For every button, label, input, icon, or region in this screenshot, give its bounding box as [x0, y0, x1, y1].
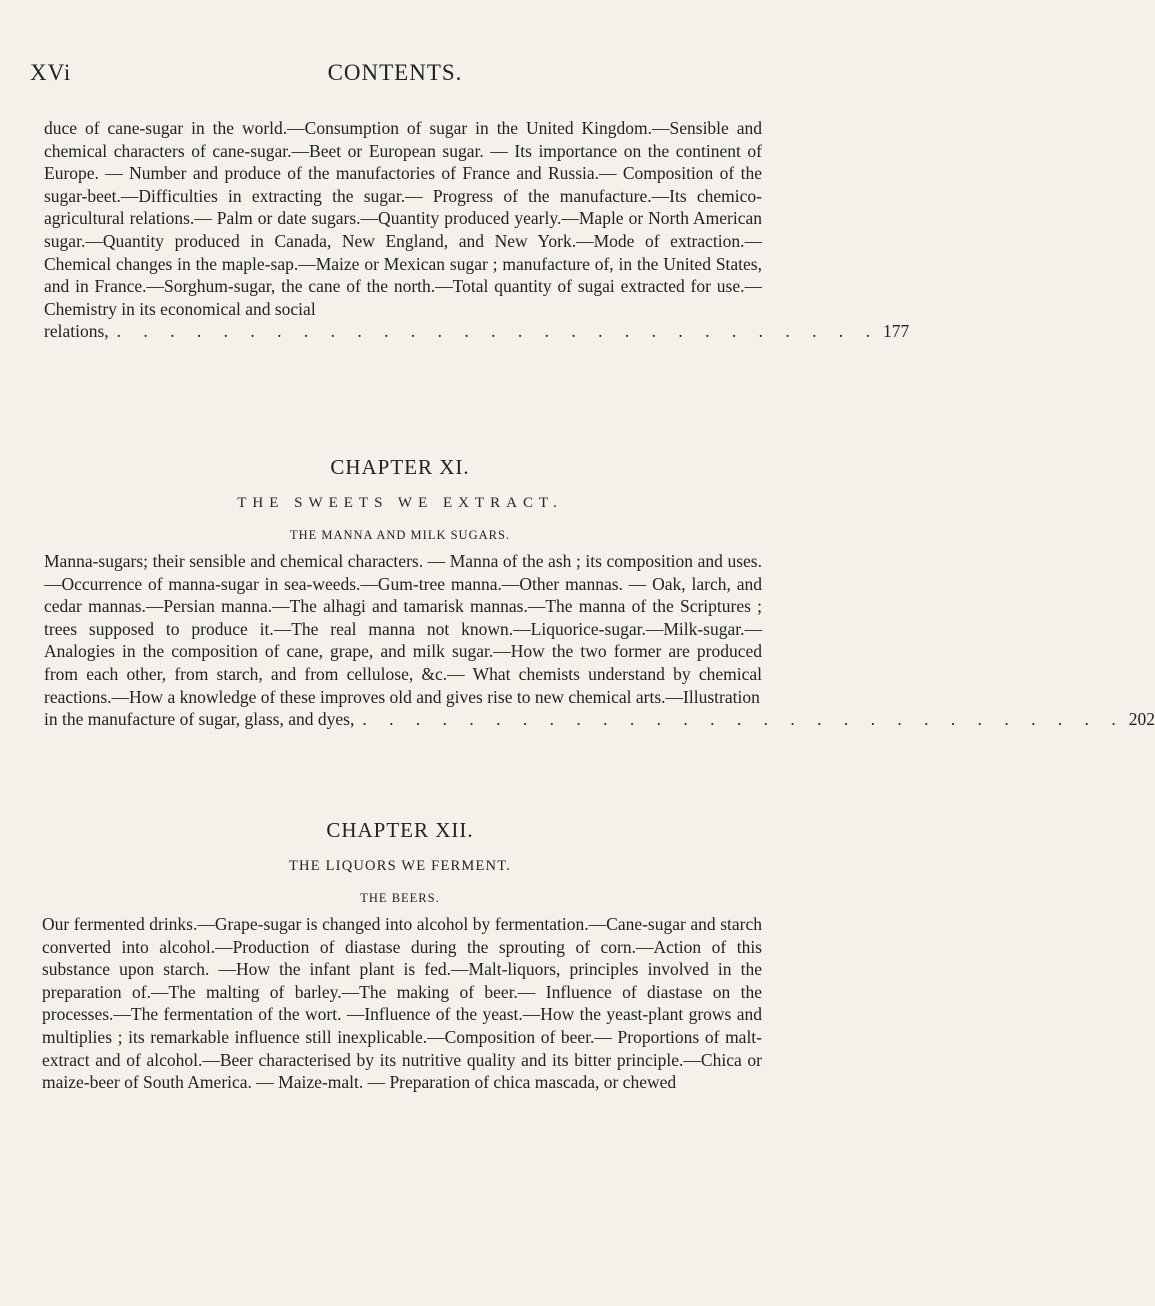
entry-last-line: in the manufacture of sugar, glass, and dyes, [44, 709, 355, 730]
toc-entry-chapter-11 [44, 550, 1155, 731]
chapter-title: THE SWEETS WE EXTRACT. [237, 495, 563, 511]
entry-page-number: 177 [883, 321, 910, 342]
dot-leader: . . . . . . . . . . . . . . . . . . . . . . . . . . . . . [116, 321, 880, 342]
toc-entry-continuation [44, 117, 910, 343]
toc-entry-chapter-12 [42, 913, 762, 1094]
running-head [30, 60, 760, 90]
page-number: XVi [30, 60, 72, 85]
chapter-heading: CHAPTER XII. [326, 818, 474, 842]
leader-line [44, 320, 910, 343]
chapter-subtitle: THE BEERS. [360, 891, 440, 905]
running-title: CONTENTS. [327, 60, 463, 85]
entry-last-line: relations, [44, 321, 109, 342]
leader-line [44, 708, 1155, 731]
entry-page-number: 202 [1128, 709, 1155, 730]
entry-description: duce of cane-sugar in the world.—Consumption of sugar in the United Kingdom.—Sensible and chemical characters of cane-sugar.—Beet or European sugar. — Its importance on the continent of Europe. — Number and produce of the manufactories of France and Russia.— Composition of the sugar-beet.—Difficulties in extracting the sugar.— Progress of the manufacture.—Its chemico-agricultural relations.— Palm or date sugars.—Quantity produced yearly.—Maple or North American sugar.—Quantity produced in Canada, New England, and New York.—Mode of extraction.—Chemical changes in the maple-sap.—Maize or Mexican sugar ; manufacture of, in the United States, and in France.—Sorghum-sugar, the cane of the north.—Total quantity of sugai extracted for use.—Chemistry in its economical and social [44, 118, 762, 319]
chapter-title: THE LIQUORS WE FERMENT. [289, 858, 511, 874]
dot-leader: . . . . . . . . . . . . . . . . . . . . . . . . . . . . . [362, 709, 1125, 730]
chapter-heading: CHAPTER XI. [330, 455, 470, 479]
chapter-subtitle: THE MANNA AND MILK SUGARS. [289, 528, 511, 542]
entry-description: Manna-sugars; their sensible and chemical characters. — Manna of the ash ; its composition and uses.—Occurrence of manna-sugar in sea-weeds.—Gum-tree manna.—Other mannas. — Oak, larch, and cedar mannas.—Persian manna.—The alhagi and tamarisk mannas.—The manna of the Scriptures ; trees supposed to produce it.—The real manna not known.—Liquorice-sugar.—Milk-sugar.—Analogies in the composition of cane, grape, and milk sugar.—How the two former are produced from each other, from starch, and from cellulose, &c.— What chemists understand by chemical reactions.—How a knowledge of these improves old and gives rise to new chemical arts.—Illustration [44, 551, 762, 707]
entry-description: Our fermented drinks.—Grape-sugar is changed into alcohol by fermentation.—Cane-sugar and starch converted into alcohol.—Production of diastase during the sprouting of corn.—Action of this substance upon starch. —How the infant plant is fed.—Malt-liquors, principles involved in the preparation of.—The malting of barley.—The making of beer.— Influence of diastase on the processes.—The fermentation of the wort. —Influence of the yeast.—How the yeast-plant grows and multiplies ; its remarkable influence still inexplicable.—Composition of beer.— Proportions of malt-extract and of alcohol.—Beer characterised by its nutritive quality and its bitter principle.—Chica or maize-beer of South America. — Maize-malt. — Preparation of chica mascada, or chewed [42, 914, 762, 1093]
